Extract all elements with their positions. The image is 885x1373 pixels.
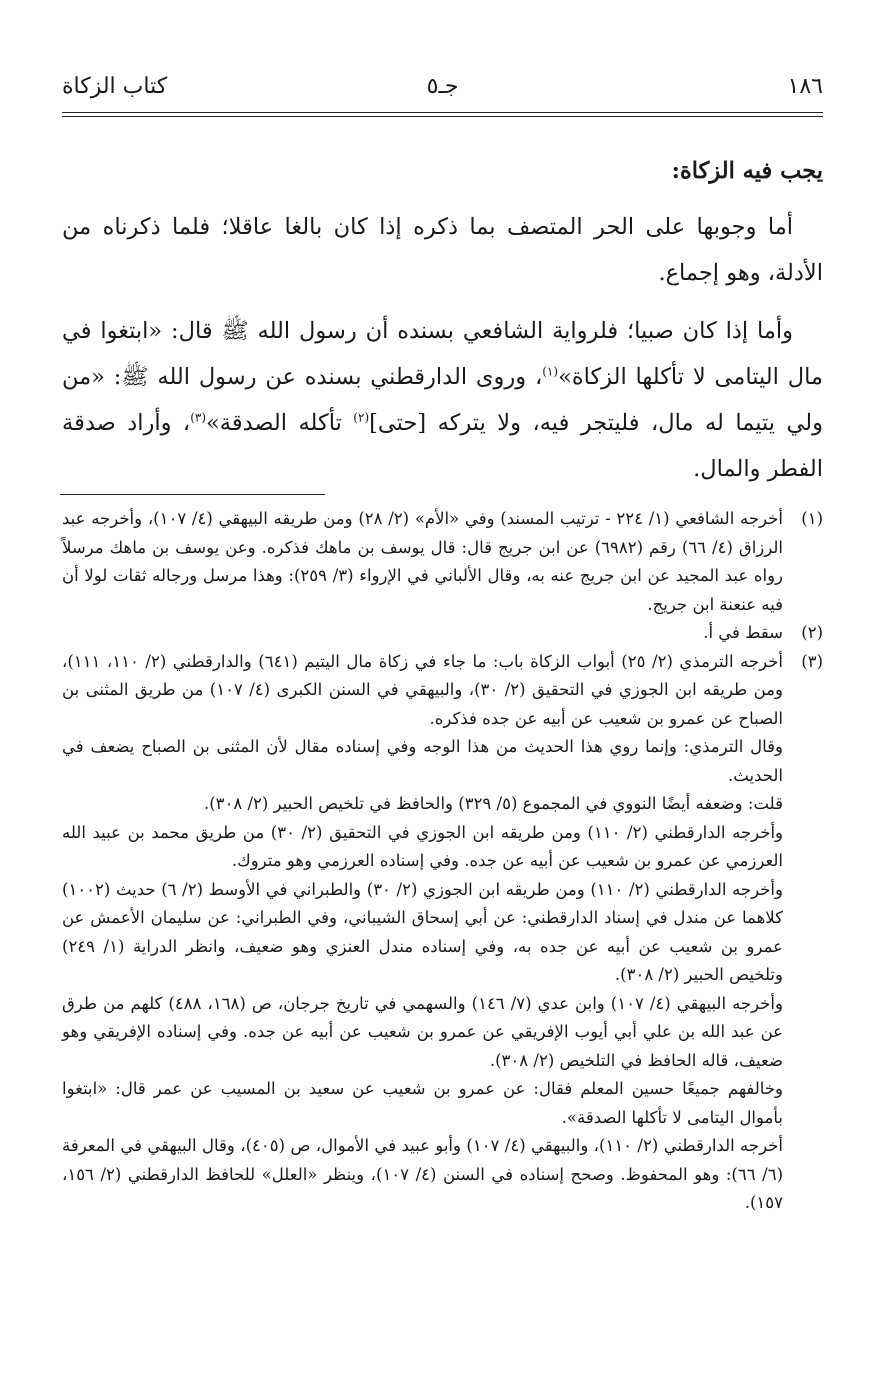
footnote-line: أخرجه الترمذي (٢/ ٢٥) أبواب الزكاة باب: ما جاء في زكاة مال اليتيم (٦٤١) والدارقطني (٢/ ١١٠، ١١١)، ومن طريقه ابن الجوزي في التحقيق (٢/ ٣٠)، والبيهقي في السنن الكبرى (٤/ ١٠٧) من طريق المثنى بن الصباح عن عمرو بن شعيب عن أبيه عن جده فذكره. — [62, 651, 784, 728]
footnote-number: (٢) — [801, 623, 823, 642]
footnote-3 — [62, 648, 823, 1218]
paragraph-2-part-a: وأما إذا كان صبيا؛ فلرواية الشافعي بسنده أن رسول الله ﷺ قال: «ابتغوا في مال اليتامى لا تأكلها الزكاة» — [62, 318, 823, 390]
paragraph-1: أما وجوبها على الحر المتصف بما ذكره إذا كان بالغا عاقلا؛ فلما ذكرناه من الأدلة، وهو إجماع. — [62, 214, 823, 286]
footnote-line: أخرجه الدارقطني (٢/ ١١٠)، والبيهقي (٤/ ١٠٧) وأبو عبيد في الأموال، ص (٤٠٥)، وقال البيهقي في المعرفة (٦/ ٦٦): وهو المحفوظ. وصحح إسناده في السنن (٤/ ١٠٧)، وينظر «العلل» للحافظ الدارقطني (٢/ ١٥٦، ١٥٧). — [62, 1136, 783, 1212]
footnote-text — [62, 648, 783, 1218]
footnote-separator — [60, 494, 325, 495]
paragraph-2-part-b: ، وروى الدارقطني بسنده عن رسول الله ﷺ: «من ولي يتيما له مال، فليتجر فيه، ولا يتركه [حتى] — [62, 364, 823, 436]
section-heading: يجب فيه الزكاة: — [671, 158, 823, 184]
footnote-line: سقط في أ. — [703, 623, 783, 642]
main-text — [62, 148, 823, 504]
footnote-number: (٣) — [801, 651, 823, 671]
footnote-line: وأخرجه الدارقطني (٢/ ١١٠) ومن طريقه ابن الجوزي (٢/ ٣٠) والطبراني في الأوسط (٢/ ٦) حديث (١٠٠٢) كلاهما عن مندل في إسناد الدارقطني: عن أبي إسحاق الشيباني، وفي الطبراني: عن سليمان الأعمش عن عمرو بن شعيب عن أبيه عن جده به، وفي إسناده مندل العنزي وهو ضعيف، وانظر الدراية (١/ ٢٤٩) وتلخيص الحبير (٢/ ٣٠٨). — [62, 879, 783, 984]
paragraph-2 — [62, 308, 823, 492]
footnote-line: أخرجه الشافعي (١/ ٢٢٤ - ترتيب المسند) وفي «الأم» (٢/ ٢٨) ومن طريقه البيهقي (٤/ ١٠٧)، وأخرجه عبد الرزاق (٤/ ٦٦) رقم (٦٩٨٢) عن ابن جريج قال: قال يوسف بن ماهك فذكره. وعن يوسف بن ماهك مرسلاً رواه عبد المجيد عن ابن جريج عنه به، وقال الألباني في الإرواء (٣/ ٢٥٩): وهذا مرسل ورجاله ثقات لولا أن فيه عنعنة ابن جريج. — [62, 509, 784, 614]
header-rule — [62, 112, 823, 113]
footnotes — [62, 505, 823, 1218]
footnote-text — [62, 619, 783, 648]
footnote-ref-3: (٣) — [190, 410, 207, 425]
footnote-line: وخالفهم جميعًا حسين المعلم فقال: عن عمرو بن شعيب عن سعيد بن المسيب عن عمر قال: «ابتغوا بأموال اليتامى لا تأكلها الصدقة». — [62, 1079, 783, 1127]
footnote-ref-2: (٢) — [353, 410, 370, 425]
footnote-line: وأخرجه الدارقطني (٢/ ١١٠) ومن طريقه ابن الجوزي في التحقيق (٢/ ٣٠) من طريق محمد بن عبيد الله العرزمي عن عمرو بن شعيب عن أبيه عن جده. وفي إسناده العرزمي وهو متروك. — [62, 822, 784, 870]
footnote-text — [62, 505, 783, 619]
volume-label: جـ٥ — [426, 74, 459, 99]
book-title: كتاب الزكاة — [62, 74, 168, 99]
paragraph-2-part-c: تأكله الصدقة» — [206, 410, 354, 436]
footnote-number: (١) — [801, 509, 823, 528]
footnote-line: وقال الترمذي: وإنما روي هذا الحديث من هذا الوجه وفي إسناده مقال لأن المثنى بن الصباح يضعف في الحديث. — [62, 737, 783, 785]
footnote-2 — [62, 619, 823, 648]
page-header — [62, 74, 823, 108]
paragraph-2-part-d: ، وأراد صدقة الفطر والمال. — [62, 410, 823, 482]
footnote-line: وأخرجه البيهقي (٤/ ١٠٧) وابن عدي (٧/ ١٤٦) والسهمي في تاريخ جرجان، ص (١٦٨، ٤٨٨) كلهم من طرق عن عبد الله بن علي أبي أيوب الإفريقي عن عمرو بن شعيب عن أبيه عن جده. وفي إسناده الإفريقي وهو ضعيف، قاله الحافظ في التلخيص (٢/ ٣٠٨). — [62, 993, 783, 1070]
footnote-1 — [62, 505, 823, 619]
footnote-ref-1: (١) — [542, 364, 559, 379]
footnote-line: قلت: وضعفه أيضًا النووي في المجموع (٥/ ٣٢٩) والحافظ في تلخيص الحبير (٢/ ٣٠٨). — [203, 794, 783, 813]
header-rule-thin — [62, 116, 823, 117]
page-number: ١٨٦ — [787, 74, 823, 99]
